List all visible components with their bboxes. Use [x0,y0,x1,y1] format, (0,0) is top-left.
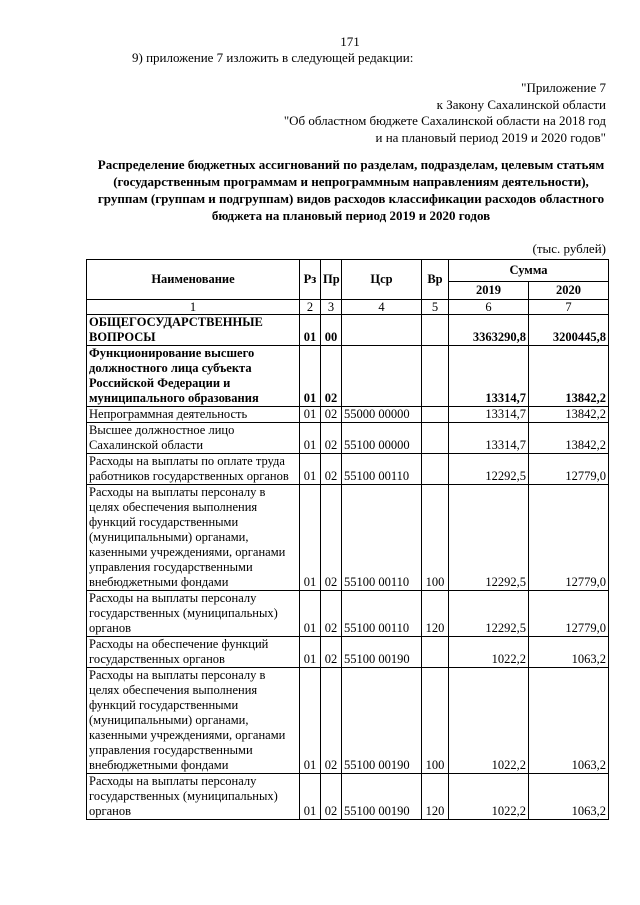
row-csr: 55100 00190 [342,637,422,668]
row-pr: 02 [321,774,342,820]
column-numbers-row [87,300,609,315]
row-sum-2019: 12292,5 [449,485,529,591]
row-name: Функционирование высшего должностного лица субъекта Российской Федерации и муниципального образования [87,346,300,407]
row-sum-2019: 13314,7 [449,346,529,407]
row-sum-2020: 13842,2 [529,407,609,423]
row-csr [342,346,422,407]
header-name: Наименование [87,260,300,300]
header-rz: Рз [300,260,321,300]
row-name: Расходы на выплаты по оплате труда работников государственных органов [87,454,300,485]
annex-line: "Об областном бюджете Сахалинской области на 2018 год [283,113,606,128]
row-vr [422,315,449,346]
row-vr [422,423,449,454]
intro-text: 9) приложение 7 изложить в следующей редакции: [132,50,414,65]
row-vr [422,346,449,407]
table-body [87,300,609,820]
row-sum-2019: 1022,2 [449,637,529,668]
row-rz: 01 [300,346,321,407]
row-pr: 02 [321,668,342,774]
header-year-2019: 2019 [449,282,529,300]
row-rz: 01 [300,774,321,820]
table-row [87,591,609,637]
header-year-2020: 2020 [529,282,609,300]
row-vr: 100 [422,668,449,774]
row-rz: 01 [300,407,321,423]
column-number: 7 [529,300,609,315]
column-number: 5 [422,300,449,315]
document-title: Распределение бюджетных ассигнований по разделам, подразделам, целевым статьям (государственным программам и непрограммным направлениям деятельности), группам (группам и подгруппам) видов расходов классификации расходов областного бюджета на плановый период 2019 и 2020 годов [97,157,605,223]
row-name: ОБЩЕГОСУДАРСТВЕННЫЕ ВОПРОСЫ [87,315,300,346]
row-rz: 01 [300,423,321,454]
column-number: 4 [342,300,422,315]
column-number: 1 [87,300,300,315]
budget-table [86,259,609,820]
row-sum-2020: 12779,0 [529,591,609,637]
row-vr: 100 [422,485,449,591]
row-pr: 00 [321,315,342,346]
annex-line: к Закону Сахалинской области [436,96,606,112]
row-sum-2020: 13842,2 [529,346,609,407]
column-number: 2 [300,300,321,315]
row-name: Расходы на выплаты персоналу государственных (муниципальных) органов [87,774,300,820]
table-row [87,407,609,423]
row-vr [422,637,449,668]
row-sum-2020: 1063,2 [529,668,609,774]
units-label: (тыс. рублей) [532,241,606,256]
row-rz: 01 [300,668,321,774]
table-row [87,423,609,454]
row-pr: 02 [321,407,342,423]
annex-line: и на плановый период 2019 и 2020 годов" [375,129,606,145]
row-csr: 55100 00110 [342,454,422,485]
row-sum-2020: 1063,2 [529,774,609,820]
row-csr: 55100 00110 [342,485,422,591]
row-csr: 55100 00190 [342,668,422,774]
table-row [87,315,609,346]
row-name: Непрограммная деятельность [87,407,300,423]
row-csr: 55100 00000 [342,423,422,454]
row-name: Расходы на выплаты персоналу государственных (муниципальных) органов [87,591,300,637]
row-name: Расходы на обеспечение функций государственных органов [87,637,300,668]
row-rz: 01 [300,637,321,668]
table-row [87,668,609,774]
row-rz: 01 [300,485,321,591]
row-rz: 01 [300,591,321,637]
row-rz: 01 [300,454,321,485]
header-vr: Вр [422,260,449,300]
row-vr [422,454,449,485]
row-sum-2019: 12292,5 [449,454,529,485]
table-row [87,774,609,820]
row-pr: 02 [321,423,342,454]
row-pr: 02 [321,591,342,637]
column-number: 3 [321,300,342,315]
row-csr: 55100 00190 [342,774,422,820]
row-pr: 02 [321,485,342,591]
table-row [87,454,609,485]
annex-line: "Приложение 7 [521,80,606,95]
table-row [87,637,609,668]
header-sum: Сумма [449,260,609,282]
row-sum-2019: 1022,2 [449,774,529,820]
row-sum-2019: 13314,7 [449,407,529,423]
column-number: 6 [449,300,529,315]
row-name: Расходы на выплаты персоналу в целях обеспечения выполнения функций государственными (муниципальными) органами, казенными учреждениями, органами управления государственными внебюджетными фондами [87,668,300,774]
row-name: Расходы на выплаты персоналу в целях обеспечения выполнения функций государственными (муниципальными) органами, казенными учреждениями, органами управления государственными внебюджетными фондами [87,485,300,591]
header-csr: Цср [342,260,422,300]
row-vr: 120 [422,591,449,637]
table-row [87,346,609,407]
row-sum-2020: 13842,2 [529,423,609,454]
row-sum-2019: 1022,2 [449,668,529,774]
row-rz: 01 [300,315,321,346]
row-vr: 120 [422,774,449,820]
row-sum-2019: 12292,5 [449,591,529,637]
row-sum-2019: 13314,7 [449,423,529,454]
annex-header [284,80,606,146]
table-row [87,485,609,591]
row-sum-2020: 12779,0 [529,485,609,591]
row-sum-2020: 12779,0 [529,454,609,485]
row-pr: 02 [321,454,342,485]
row-sum-2020: 3200445,8 [529,315,609,346]
row-csr: 55000 00000 [342,407,422,423]
row-pr: 02 [321,346,342,407]
row-csr: 55100 00110 [342,591,422,637]
row-csr [342,315,422,346]
row-pr: 02 [321,637,342,668]
row-sum-2019: 3363290,8 [449,315,529,346]
page-number: 171 [340,34,360,49]
row-sum-2020: 1063,2 [529,637,609,668]
row-vr [422,407,449,423]
row-name: Высшее должностное лицо Сахалинской области [87,423,300,454]
header-pr: Пр [321,260,342,300]
